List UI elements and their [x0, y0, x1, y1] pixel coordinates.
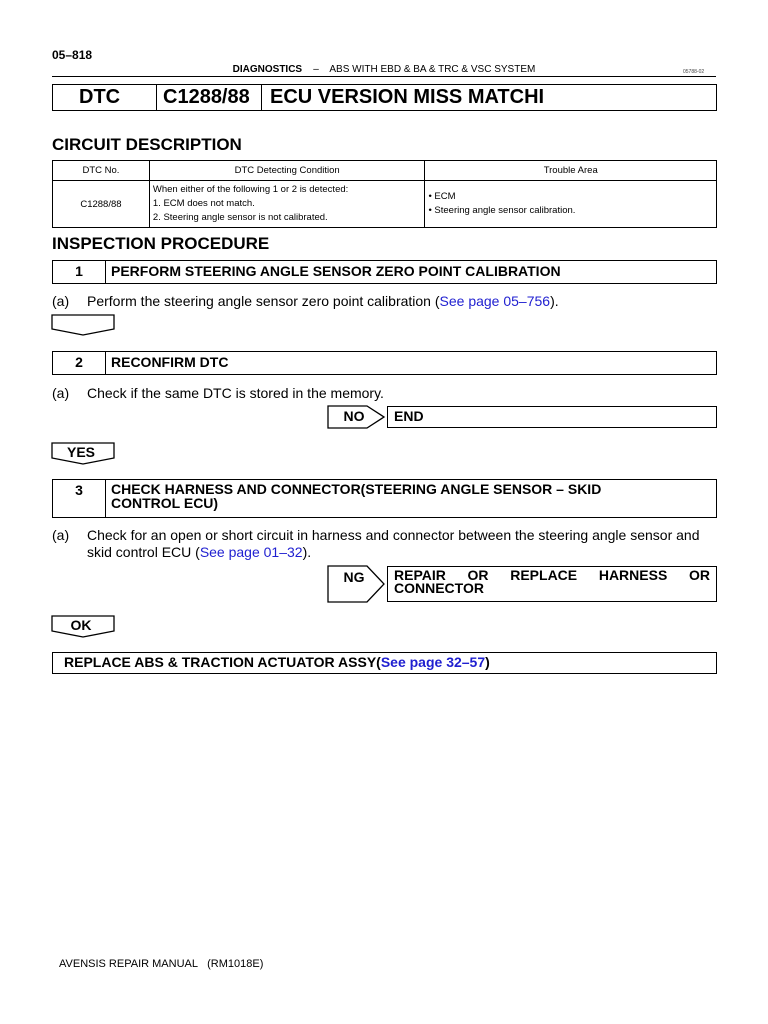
footer: [59, 958, 263, 970]
running-header: [52, 64, 716, 75]
result-end: END: [394, 408, 424, 424]
dtc-title-box: [52, 84, 717, 111]
step-2-text: Check if the same DTC is stored in the memory.: [87, 385, 384, 401]
step-3-text: [87, 527, 717, 561]
step-number: 3: [75, 482, 83, 498]
instruction-text-end: ).: [550, 293, 559, 309]
step-1-text: [87, 293, 559, 310]
dtc-no-cell: C1288/88: [53, 181, 150, 228]
dtc-title: ECU VERSION MISS MATCHI: [270, 86, 545, 108]
step-1-box: [52, 260, 717, 284]
next-tag-yes: YES: [66, 444, 95, 460]
header-rule: [52, 76, 716, 77]
step-title: RECONFIRM DTC: [111, 354, 229, 370]
step-divider: [105, 480, 106, 517]
step-divider: [105, 261, 106, 283]
result-word: OR: [688, 567, 710, 583]
final-action: [64, 654, 490, 670]
step-divider: [105, 352, 106, 374]
trouble-area-cell: [425, 181, 717, 228]
step-title: PERFORM STEERING ANGLE SENSOR ZERO POINT CALIBRATION: [111, 263, 561, 279]
result-word: OR: [467, 567, 489, 583]
footer-code: (RM1018E): [207, 958, 264, 970]
column-header: Trouble Area: [425, 161, 717, 181]
step-3-item: (a): [52, 527, 70, 543]
final-action-text-end: ): [485, 654, 490, 670]
condition-line: 2. Steering angle sensor is not calibrated.: [152, 212, 328, 223]
step-number: 1: [75, 263, 83, 279]
instruction-line: Check for an open or short circuit in harness and connector between the steering angle sensor and: [87, 527, 700, 543]
result-tag-ng: NG: [343, 569, 365, 585]
instruction-line: [87, 544, 717, 561]
result-box-end: [387, 406, 717, 428]
circuit-table: [52, 160, 717, 228]
dtc-label: DTC: [79, 86, 121, 108]
step-3-box: [52, 479, 717, 518]
instruction-text: Perform the steering angle sensor zero point calibration (: [87, 293, 440, 309]
footer-manual: AVENSIS REPAIR MANUAL: [59, 958, 198, 970]
header-system: ABS WITH EBD & BA & TRC & VSC SYSTEM: [329, 64, 536, 75]
circuit-description-heading: CIRCUIT DESCRIPTION: [52, 135, 242, 154]
step-2-item: (a): [52, 385, 70, 401]
dtc-divider: [261, 85, 262, 110]
result-line: CONNECTOR: [394, 580, 484, 596]
step-2-box: [52, 351, 717, 375]
condition-line: 1. ECM does not match.: [152, 198, 255, 209]
result-tag-no: NO: [343, 408, 365, 424]
next-tag-ok: OK: [70, 617, 92, 633]
condition-line: When either of the following 1 or 2 is detected:: [152, 184, 349, 195]
result-word: REPAIR: [394, 567, 446, 583]
result-repair: [394, 569, 710, 595]
page-link[interactable]: See page 05–756: [439, 293, 551, 309]
instruction-text: skid control ECU (: [87, 544, 200, 560]
column-header: DTC No.: [53, 161, 150, 181]
step-number: 2: [75, 354, 83, 370]
result-word: REPLACE: [510, 567, 578, 583]
dtc-code: C1288/88: [163, 86, 250, 108]
step-title-line: CONTROL ECU): [111, 495, 219, 511]
column-header: DTC Detecting Condition: [149, 161, 425, 181]
instruction-text-end: ).: [302, 544, 312, 560]
step-1-item: (a): [52, 293, 70, 309]
step-title: [111, 482, 601, 510]
header-section: DIAGNOSTICS: [232, 64, 303, 75]
dtc-divider: [156, 85, 157, 110]
trouble-line: • Steering angle sensor calibration.: [428, 205, 576, 216]
table-row: [53, 181, 717, 228]
next-arrow-icon: [51, 313, 116, 337]
inspection-procedure-heading: INSPECTION PROCEDURE: [52, 234, 270, 253]
condition-cell: [149, 181, 425, 228]
result-word: HARNESS: [598, 567, 668, 583]
page-number: 05–818: [52, 48, 93, 62]
page-link[interactable]: See page 32–57: [380, 654, 486, 670]
table-header-row: [53, 161, 717, 181]
page-link[interactable]: See page 01–32: [199, 544, 303, 560]
final-action-text: REPLACE ABS & TRACTION ACTUATOR ASSY(: [64, 654, 381, 670]
step-title-line: CHECK HARNESS AND CONNECTOR(STEERING ANGLE SENSOR – SKID: [111, 481, 602, 497]
doc-code: 05788-02: [683, 69, 705, 75]
header-dash: –: [313, 64, 319, 75]
trouble-line: • ECM: [428, 191, 456, 202]
